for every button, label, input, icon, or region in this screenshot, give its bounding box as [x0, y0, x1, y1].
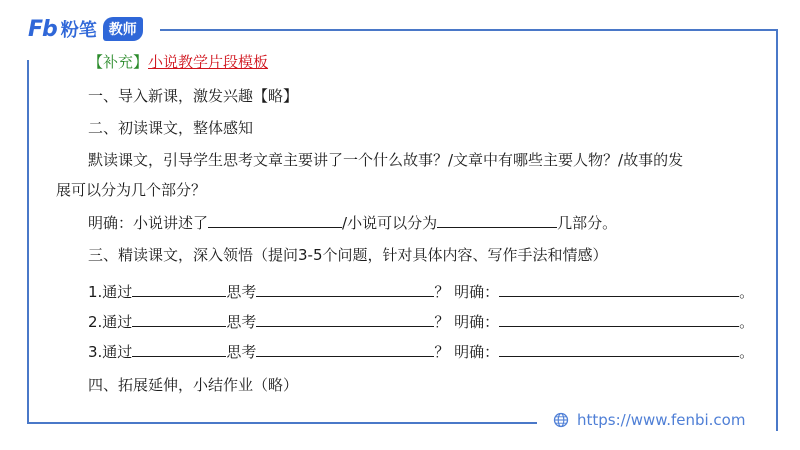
section-2: 二、初读课文，整体感知 [88, 119, 254, 137]
item-number: 3.通过 [88, 343, 133, 361]
item-end: 。 [739, 283, 755, 301]
blank-answer[interactable] [499, 312, 739, 327]
logo-mark: Fb [28, 16, 57, 42]
blank-answer[interactable] [499, 282, 739, 297]
item-number: 2.通过 [88, 313, 133, 331]
item-end: 。 [739, 343, 755, 361]
footer-url-text[interactable]: https://www.fenbi.com [577, 411, 746, 429]
brand-logo [28, 16, 143, 42]
paragraph-line-1: 默读课文，引导学生思考文章主要讲了一个什么故事？/文章中有哪些主要人物？/故事的发 [88, 151, 684, 169]
section-1: 一、导入新课，激发兴趣【略】 [88, 87, 299, 105]
blank-think[interactable] [256, 312, 434, 327]
heading-tag: 【补充】 [88, 53, 149, 71]
frame-left-line [27, 60, 29, 424]
item-think: 思考 [226, 313, 257, 331]
question-item [88, 342, 754, 362]
item-number: 1.通过 [88, 283, 133, 301]
question-item [88, 282, 754, 302]
item-clarify: ？ 明确： [434, 343, 500, 361]
heading-title-link[interactable]: 小说教学片段模板 [148, 53, 269, 71]
blank-think[interactable] [256, 282, 434, 297]
brand-badge: 教师 [103, 17, 143, 41]
item-think: 思考 [226, 283, 257, 301]
section-4: 四、拓展延伸，小结作业（略） [88, 376, 299, 394]
blank-through[interactable] [132, 342, 226, 357]
clarify-mid: /小说可以分为 [342, 214, 438, 232]
blank-story[interactable] [208, 213, 342, 228]
blank-through[interactable] [132, 312, 226, 327]
clarify-end: 几部分。 [557, 214, 618, 232]
paragraph-line-2: 展可以分为几个部分？ [56, 181, 207, 199]
clarify-lead: 明确：小说讲述了 [88, 214, 209, 232]
blank-think[interactable] [256, 342, 434, 357]
item-clarify: ？ 明确： [434, 313, 500, 331]
brand-name: 粉笔 [60, 20, 97, 41]
question-item [88, 312, 754, 332]
section-3: 三、精读课文，深入领悟（提问3-5个问题，针对具体内容、写作手法和情感） [88, 246, 608, 264]
item-clarify: ？ 明确： [434, 283, 500, 301]
footer-url[interactable] [553, 411, 745, 429]
clarify-line [88, 213, 617, 233]
blank-through[interactable] [132, 282, 226, 297]
blank-parts[interactable] [437, 213, 557, 228]
item-think: 思考 [226, 343, 257, 361]
globe-icon [553, 412, 569, 428]
frame-top-line [160, 29, 778, 31]
item-end: 。 [739, 313, 755, 331]
frame-bottom-line [27, 422, 537, 424]
frame-right-line [776, 29, 778, 431]
blank-answer[interactable] [499, 342, 739, 357]
heading [88, 52, 268, 72]
